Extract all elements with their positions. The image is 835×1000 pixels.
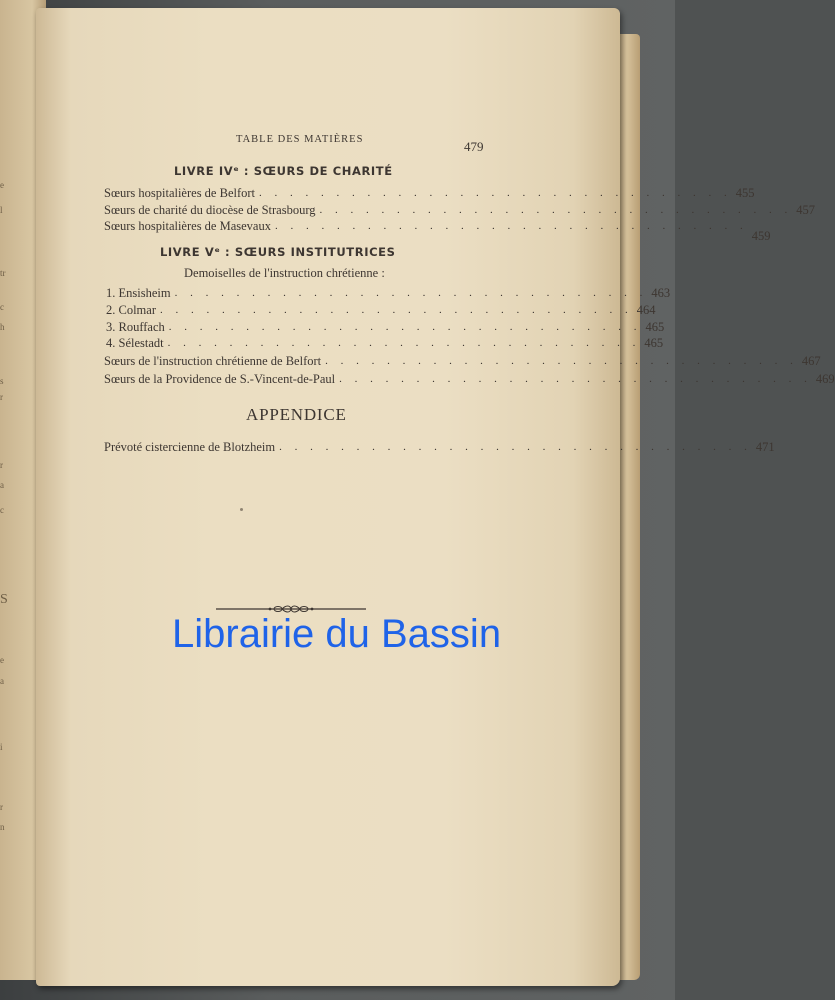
dot-leader: . . . . . . . . . . . . . . . . . . . . . . . . . . . . . . . bbox=[167, 337, 641, 349]
toc-entry-page: 465 bbox=[645, 320, 665, 334]
left-page-scrap: n bbox=[0, 822, 5, 832]
toc-entry-page: 469 bbox=[815, 372, 835, 386]
left-page-scrap: S bbox=[0, 592, 8, 607]
toc-entry-label: Sœurs hospitalières de Masevaux bbox=[104, 219, 271, 233]
toc-entry bbox=[104, 353, 821, 369]
toc-entry-page: 463 bbox=[651, 286, 671, 300]
left-page-scrap: r bbox=[0, 802, 3, 812]
toc-entry-page: 471 bbox=[755, 440, 775, 454]
livre-iv-heading: LIVRE IVᵉ : SŒURS DE CHARITÉ bbox=[174, 164, 393, 178]
toc-entry-label: Sœurs de la Providence de S.-Vincent-de-Paul bbox=[104, 372, 336, 386]
left-page-scrap: l bbox=[0, 205, 3, 215]
left-page-scrap: s bbox=[0, 376, 4, 386]
appendice-heading: APPENDICE bbox=[246, 405, 347, 424]
toc-entry-label: Sœurs de charité du diocèse de Strasbourg bbox=[104, 203, 316, 217]
toc-entry-page: 455 bbox=[735, 186, 755, 200]
toc-entry bbox=[104, 319, 665, 335]
dot-leader: . . . . . . . . . . . . . . . . . . . . . . . . . . . . . . . bbox=[325, 355, 798, 367]
livre-v-subheading: Demoiselles de l'instruction chrétienne : bbox=[184, 266, 385, 280]
dot-leader: . . . . . . . . . . . . . . . . . . . . . . . . . . . . . . . bbox=[274, 220, 748, 232]
toc-entry-page: 467 bbox=[801, 354, 821, 368]
watermark-text: Librairie du Bassin bbox=[172, 612, 502, 656]
toc-entry-page: 457 bbox=[796, 203, 816, 217]
running-head: TABLE DES MATIÈRES bbox=[236, 134, 364, 145]
dot-leader: . . . . . . . . . . . . . . . . . . . . . . . . . . . . . . . bbox=[339, 373, 812, 385]
toc-entry-label: Sœurs de l'instruction chrétienne de Belfort bbox=[104, 354, 322, 368]
toc-entry bbox=[104, 335, 664, 351]
toc-entry bbox=[104, 218, 771, 243]
left-page-scrap: tr bbox=[0, 268, 6, 278]
book-page bbox=[36, 8, 620, 986]
toc-entry bbox=[104, 302, 656, 318]
left-page-scrap: c bbox=[0, 505, 4, 515]
toc-entry bbox=[104, 185, 755, 201]
paper-speck bbox=[240, 508, 243, 511]
dot-leader: . . . . . . . . . . . . . . . . . . . . . . . . . . . . . . . bbox=[168, 321, 642, 333]
left-page-scrap: i bbox=[0, 742, 3, 752]
toc-entry bbox=[104, 439, 775, 455]
livre-v-heading: LIVRE Vᵉ : SŒURS INSTITUTRICES bbox=[160, 245, 396, 259]
left-page-scrap: e bbox=[0, 180, 4, 190]
dot-leader: . . . . . . . . . . . . . . . . . . . . . . . . . . . . . . . bbox=[259, 187, 732, 199]
toc-entry-page: 465 bbox=[644, 336, 664, 350]
page-block-edge bbox=[618, 34, 640, 980]
dot-leader: . . . . . . . . . . . . . . . . . . . . . . . . . . . . . . . bbox=[160, 304, 633, 316]
toc-entry-label: 2. Colmar bbox=[106, 303, 156, 317]
left-page-scrap: r bbox=[0, 392, 3, 402]
toc-entry-label: 1. Ensisheim bbox=[106, 286, 171, 300]
dot-leader: . . . . . . . . . . . . . . . . . . . . . . . . . . . . . . . bbox=[174, 287, 648, 299]
left-page-scrap: h bbox=[0, 322, 5, 332]
toc-entry bbox=[104, 285, 671, 301]
toc-entry-label: 3. Rouffach bbox=[106, 320, 165, 334]
left-page-scrap: r bbox=[0, 460, 3, 470]
toc-entry-label: 4. Sélestadt bbox=[106, 336, 164, 350]
toc-entry bbox=[104, 371, 835, 387]
page-number: 479 bbox=[464, 139, 484, 154]
left-page-scrap: e bbox=[0, 655, 4, 665]
dot-leader: . . . . . . . . . . . . . . . . . . . . . . . . . . . . . . . bbox=[279, 441, 752, 453]
left-page-scrap: c bbox=[0, 302, 4, 312]
toc-entry-page: 464 bbox=[636, 303, 656, 317]
toc-entry-label: Prévoté cistercienne de Blotzheim bbox=[104, 440, 276, 454]
left-page-scrap: a bbox=[0, 480, 4, 490]
toc-entry-label: Sœurs hospitalières de Belfort bbox=[104, 186, 256, 200]
toc-entry-page: 459 bbox=[751, 229, 771, 243]
dot-leader: . . . . . . . . . . . . . . . . . . . . . . . . . . . . . . . bbox=[319, 204, 793, 216]
left-page-scrap: a bbox=[0, 676, 4, 686]
toc-entry bbox=[104, 202, 816, 218]
